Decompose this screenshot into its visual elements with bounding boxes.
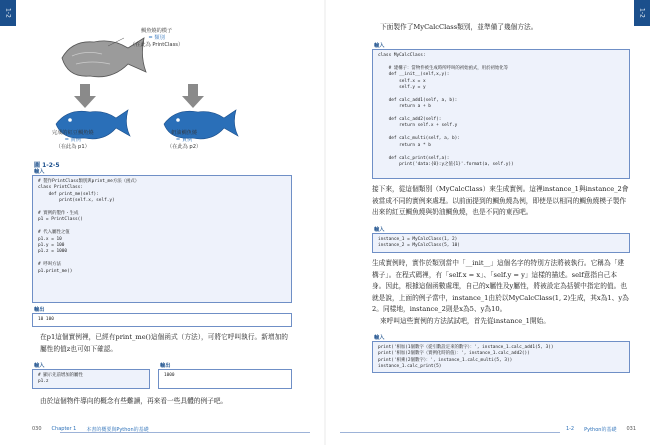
footer-section-title: Python的基礎 xyxy=(584,427,617,433)
mold-label: 鯛魚燒的模子 = 類別 （在此為 PrintClass） xyxy=(130,28,184,48)
code-line: def calc_add1(self, a, b): xyxy=(378,97,458,103)
code-line: # 製作PrintClass類別與print_me方法（函式） xyxy=(38,179,140,184)
code-line: def calc_print(self,a): xyxy=(378,155,450,161)
instance-p1-label: 完成的紅豆鯛魚燒 = 實例 （在此為 p1） xyxy=(52,130,94,150)
output-block-2 xyxy=(158,369,292,389)
code-line: instance_1.calc_print(5) xyxy=(378,364,442,370)
code-line: self.y = y xyxy=(378,85,426,91)
footer-right xyxy=(566,426,636,433)
output-label-2: 輸出 xyxy=(160,363,171,369)
code-line: self.x = x xyxy=(378,78,426,84)
paragraph-instances: 接下來，從這個類別（MyCalcClass）來生成實例。這裡instance_1與instance_2會被當成不同的實例來處理。以前面提到的鯛魚燒為例，即使是以相同的鯛魚燒模子製作出來的紅豆鯛魚燒與奶油鯛魚燒，也是不同的東西吧。 xyxy=(372,185,629,217)
code-block-instance-creation xyxy=(372,233,630,253)
code-line: return a + b xyxy=(378,104,431,110)
input-label: 輸入 xyxy=(34,169,45,175)
paragraph-call-methods: 來呼叫這些實例的方法試試吧，首先從instance_1開始。 xyxy=(380,317,550,325)
code-line: return a * b xyxy=(378,142,431,148)
paragraph-p1: 在p1這個實例裡，已經有print_me()這個函式（方法），可將它呼叫執行。新增加的屬性的值z也可如下確認。 xyxy=(40,333,288,353)
code-line: instance_2 = MyCalcClass(5, 10) xyxy=(378,243,460,249)
footer-section: 1-2 xyxy=(565,426,575,432)
code-line: # 呼叫方法 xyxy=(38,262,61,268)
arrow-right-icon xyxy=(182,84,204,108)
input-label-2: 輸入 xyxy=(34,363,45,369)
code-line: # 代入屬性之值 xyxy=(38,230,70,236)
code-line: p1.print_me() xyxy=(38,268,73,274)
output-label: 輸出 xyxy=(34,307,45,313)
code-line: p1.z xyxy=(38,379,49,385)
code-line: 10 100 xyxy=(38,317,54,322)
code-line: print('相加(1個數字（從引數設定來的數字）：', instance_1.calc_add1(5, 3)) xyxy=(378,345,554,350)
page-number-right: 031 xyxy=(626,426,636,432)
chapter-tab-left: 1-2 xyxy=(0,0,16,26)
code-line: print('相加(2個數字（實例化時的值）：', instance_1.calc_add2()) xyxy=(378,351,530,357)
code-line: class PrintClass: xyxy=(38,185,83,191)
code-line: def calc_add2(self): xyxy=(378,117,442,123)
code-line: 1000 xyxy=(164,373,175,378)
input-label-4: 輸入 xyxy=(374,227,385,233)
code-line: p1 = PrintClass() xyxy=(38,217,83,223)
chapter-tab-right: 1-2 xyxy=(634,0,650,26)
arrow-left-icon xyxy=(74,84,96,108)
paragraph-constructor: 生成實例時，實作於類別當中「__init__」這個名字的特別方法將被執行。它稱為「建構子」。在程式碼裡，有「self.x = x」、「self.y = y」這樣的描述。self意指自己本身。因此，根據這個函數處理，自己的x屬性及y屬性，將被設定為括號中指定的值。也就是說，上面的例子當中，instance_1由於以MyCalcClass(1, 2)生成，其x為1、y為2。同樣地，instance_2則是x為5、y為10。 xyxy=(372,259,629,314)
page-gutter xyxy=(324,0,326,445)
code-line: print('相乘(2個數字）：', instance_1.calc_multi(5, 3)) xyxy=(378,357,513,363)
code-line: instance_1 = MyCalcClass(1, 2) xyxy=(378,237,458,242)
code-line: print(self.x, self.y) xyxy=(38,198,115,204)
footer-left xyxy=(32,426,149,433)
code-block-mycalcclass xyxy=(372,49,630,179)
code-line: def calc_multi(self, a, b): xyxy=(378,136,460,142)
code-line: return self.x + self.y xyxy=(378,123,458,129)
code-line: p1.x = 10 xyxy=(38,236,62,242)
instance-p2-label: 奶油鯛魚燒 = 實例 （在此為 p2） xyxy=(167,130,202,150)
taiyaki-figure xyxy=(32,28,262,156)
footer-rule-right xyxy=(340,432,560,433)
code-line: # 實例的製作・生成 xyxy=(38,211,79,217)
page-number-left: 030 xyxy=(32,426,42,432)
code-line: class MyCalcClass: xyxy=(378,53,426,58)
code-line: print('data:{0}:y之值{1}'.format(a, self.y)) xyxy=(378,161,514,167)
input-label-3: 輸入 xyxy=(374,43,385,49)
code-line: # 顯示先前增加的屬性 xyxy=(38,373,83,378)
footer-chapter-title: 本書的概要與Python的基礎 xyxy=(86,427,149,433)
code-line: p1.y = 100 xyxy=(38,243,65,249)
code-line: def print_me(self): xyxy=(38,191,99,197)
code-line: p1.z = 1000 xyxy=(38,249,68,255)
footer-chapter: Chapter 1 xyxy=(51,426,77,432)
output-block-1 xyxy=(32,313,292,327)
code-block-printclass xyxy=(32,175,292,303)
code-block-p1z xyxy=(32,369,150,389)
code-line: def __init__(self,x,y): xyxy=(378,72,450,78)
intro-paragraph: 下面製作了MyCalcClass類別，並準備了幾個方法。 xyxy=(380,23,538,31)
figure-caption: 圖 1-2-5 xyxy=(34,162,60,169)
code-line: # 建構子：當物件被生成時所呼叫的初始函式，用於初始化等 xyxy=(378,65,509,71)
paragraph-closing: 由於這個物件導向的概念有些難讀，再來看一些具體的例子吧。 xyxy=(40,397,228,405)
code-block-method-calls xyxy=(372,341,630,373)
input-label-5: 輸入 xyxy=(374,335,385,341)
